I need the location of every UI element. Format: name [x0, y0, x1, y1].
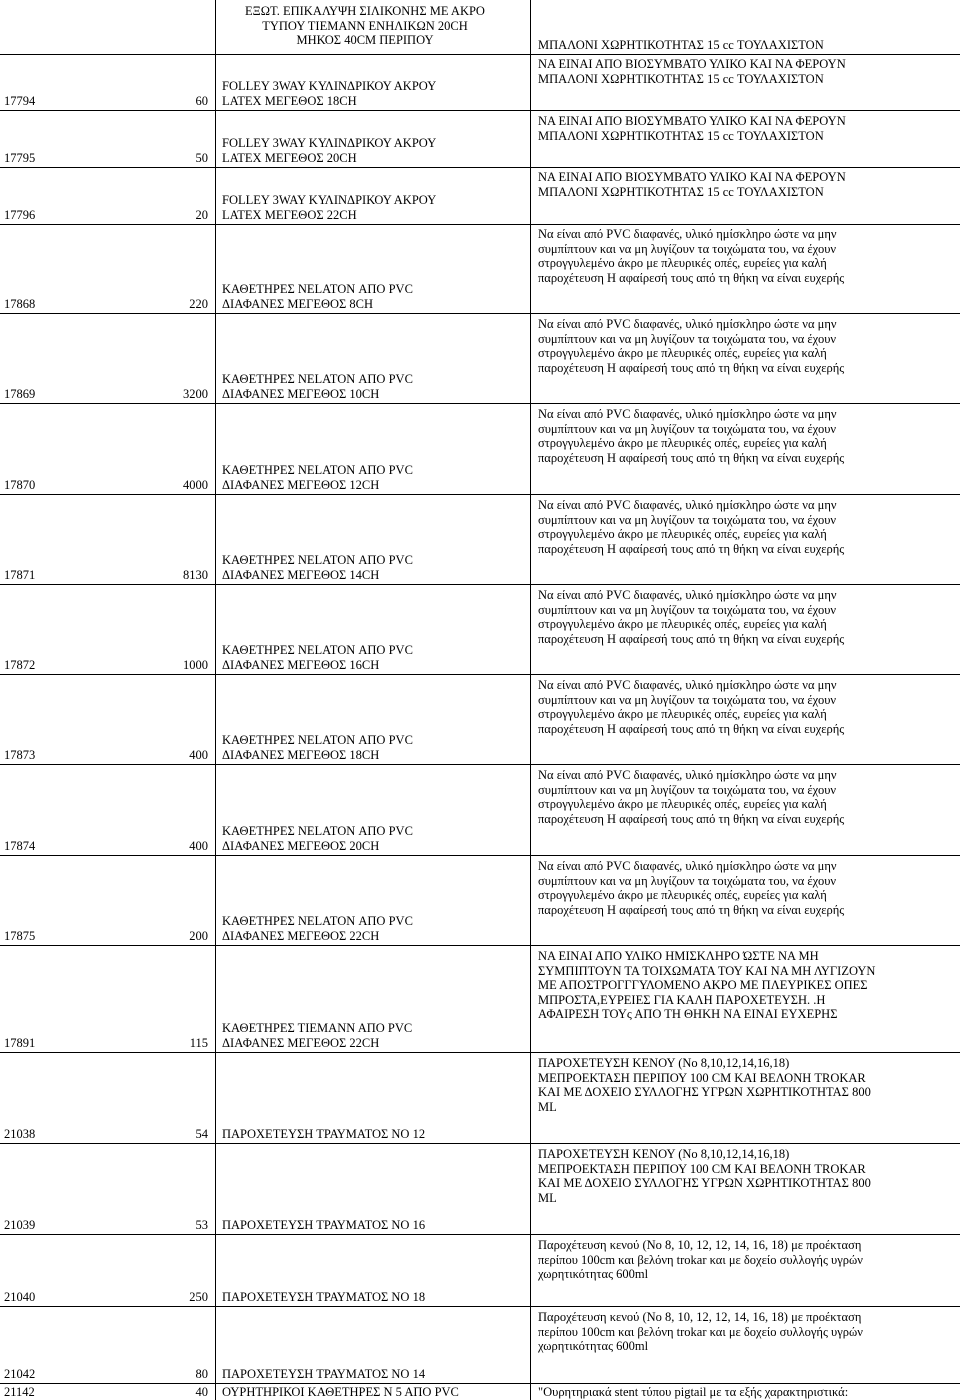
item-code: 21038: [4, 1127, 36, 1141]
item-description: ΠΑΡΟΧΕΤΕΥΣΗ ΤΡΑΥΜΑΤΟΣ ΝΟ 16: [222, 1218, 426, 1232]
item-quantity: 200: [189, 929, 208, 943]
item-code: 17873: [4, 748, 36, 762]
item-quantity: 50: [195, 151, 208, 165]
item-code: 17870: [4, 478, 36, 492]
row-divider: [0, 764, 960, 765]
row-divider: [0, 1306, 960, 1307]
item-code: 17871: [4, 568, 36, 582]
row-divider: [0, 945, 960, 946]
row-divider: [0, 1234, 960, 1235]
item-description: ΟΥΡΗΤΗΡΙΚΟΙ ΚΑΘΕΤΗΡΕΣ Ν 5 ΑΠΟ PVC: [222, 1385, 459, 1399]
item-quantity: 220: [189, 297, 208, 311]
row-divider: [0, 110, 960, 111]
item-specification: ΠΑΡΟΧΕΤΕΥΣΗ ΚΕΝΟΥ (Νο 8,10,12,14,16,18) ΜΕΠΡΟΕΚΤΑΣΗ ΠΕΡΙΠΟΥ 100 CM ΚΑΙ ΒΕΛΟΝΗ TROKAR ΚΑΙ ΜΕ ΔΟΧΕΙΟ ΣΥΛΛΟΓΗΣ ΥΓΡΩΝ ΧΩΡΗΤΙΚΟΤΗΤΑΣ 800 ML: [538, 1147, 871, 1205]
item-code: 17875: [4, 929, 36, 943]
item-description: ΚΑΘΕΤΗΡΕΣ NELATON ΑΠΟ PVC ΔΙΑΦΑΝΕΣ ΜΕΓΕΘΟΣ 18CH: [222, 733, 413, 762]
item-specification: "Ουρητηριακά stent τύπου pigtail με τα εξής χαρακτηριστικά:: [538, 1385, 849, 1399]
item-description: ΚΑΘΕΤΗΡΕΣ NELATON ΑΠΟ PVC ΔΙΑΦΑΝΕΣ ΜΕΓΕΘΟΣ 14CH: [222, 553, 413, 582]
item-quantity: 40: [195, 1385, 208, 1399]
row-divider: [0, 1383, 960, 1384]
item-specification: Παροχέτευση κενού (Νο 8, 10, 12, 12, 14, 16, 18) με προέκταση περίπου 100cm και βελόνη trokar και με δοχείο συλλογής υγρών χωρητικότητας 600ml: [538, 1238, 863, 1281]
item-code: 17891: [4, 1036, 36, 1050]
item-description: ΚΑΘΕΤΗΡΕΣ NELATON ΑΠΟ PVC ΔΙΑΦΑΝΕΣ ΜΕΓΕΘΟΣ 20CH: [222, 824, 413, 853]
column-divider: [215, 0, 216, 1400]
row-divider: [0, 403, 960, 404]
item-description: ΚΑΘΕΤΗΡΕΣ NELATON ΑΠΟ PVC ΔΙΑΦΑΝΕΣ ΜΕΓΕΘΟΣ 12CH: [222, 463, 413, 492]
item-description: ΕΞΩΤ. ΕΠΙΚΑΛΥΨΗ ΣΙΛΙΚΟΝΗΣ ΜΕ ΑΚΡΟ ΤΥΠΟΥ ΤΙΕΜΑΝΝ ΕΝΗΛΙΚΩΝ 20CH ΜΗΚΟΣ 40CM ΠΕΡΙΠΟΥ: [245, 4, 485, 47]
item-quantity: 1000: [183, 658, 208, 672]
row-divider: [0, 1052, 960, 1053]
row-divider: [0, 54, 960, 55]
item-quantity: 400: [189, 839, 208, 853]
item-description: ΠΑΡΟΧΕΤΕΥΣΗ ΤΡΑΥΜΑΤΟΣ ΝΟ 14: [222, 1367, 426, 1381]
row-divider: [0, 224, 960, 225]
item-description: FOLLEY 3WAY ΚΥΛΙΝΔΡΙΚΟΥ ΑΚΡΟΥ LATEX ΜΕΓΕΘΟΣ 18CH: [222, 79, 437, 108]
item-description: ΚΑΘΕΤΗΡΕΣ ΤΙΕΜΑΝΝ ΑΠΟ PVC ΔΙΑΦΑΝΕΣ ΜΕΓΕΘΟΣ 22CH: [222, 1021, 413, 1050]
item-specification: ΝΑ ΕΙΝΑΙ ΑΠΟ ΒΙΟΣΥΜΒΑΤΟ ΥΛΙΚΟ ΚΑΙ ΝΑ ΦΕΡΟΥΝ ΜΠΑΛΟΝΙ ΧΩΡΗΤΙΚΟΤΗΤΑΣ 15 cc ΤΟΥΛΑΧΙΣΤΟΝ: [538, 170, 846, 199]
row-divider: [0, 494, 960, 495]
item-quantity: 20: [195, 208, 208, 222]
row-divider: [0, 313, 960, 314]
item-code: 17795: [4, 151, 36, 165]
row-divider: [0, 674, 960, 675]
item-specification: ΠΑΡΟΧΕΤΕΥΣΗ ΚΕΝΟΥ (Νο 8,10,12,14,16,18) ΜΕΠΡΟΕΚΤΑΣΗ ΠΕΡΙΠΟΥ 100 CM ΚΑΙ ΒΕΛΟΝΗ TROKAR ΚΑΙ ΜΕ ΔΟΧΕΙΟ ΣΥΛΛΟΓΗΣ ΥΓΡΩΝ ΧΩΡΗΤΙΚΟΤΗΤΑΣ 800 ML: [538, 1056, 871, 1114]
row-divider: [0, 584, 960, 585]
item-description: ΚΑΘΕΤΗΡΕΣ NELATON ΑΠΟ PVC ΔΙΑΦΑΝΕΣ ΜΕΓΕΘΟΣ 22CH: [222, 914, 413, 943]
item-specification: ΝΑ ΕΙΝΑΙ ΑΠΟ ΥΛΙΚΟ ΗΜΙΣΚΛΗΡΟ ΏΣΤΕ ΝΑ ΜΗ ΣΥΜΠΙΠΤΟΥΝ ΤΑ ΤΟΙΧΩΜΑΤΑ ΤΟΥ ΚΑΙ ΝΑ ΜΗ ΛΥΓΙΖΟΥΝ ΜΕ ΑΠΟΣΤΡΟΓΓΓΥΛΟΜΕΝΟ ΑΚΡΟ ΜΕ ΠΛΕΥΡΙΚΕΣ ΟΠΕΣ ΜΠΡΟΣΤΑ,ΕΥΡΕΙΕΣ ΓΙΑ ΚΑΛΗ ΠΑΡΟΧΕΤΕΥΣΗ. .Η ΑΦΑΙΡΕΣΗ ΤΟΥς ΑΠΟ ΤΗ ΘΗΚΗ ΝΑ ΕΙΝΑΙ ΕΥΧΕΡΗΣ: [538, 949, 876, 1021]
item-description: ΚΑΘΕΤΗΡΕΣ NELATON ΑΠΟ PVC ΔΙΑΦΑΝΕΣ ΜΕΓΕΘΟΣ 16CH: [222, 643, 413, 672]
item-description: ΠΑΡΟΧΕΤΕΥΣΗ ΤΡΑΥΜΑΤΟΣ ΝΟ 12: [222, 1127, 426, 1141]
item-quantity: 8130: [183, 568, 208, 582]
item-specification: Να είναι από PVC διαφανές, υλικό ημίσκληρο ώστε να μην συμπίπτουν και να μη λυγίζουν τα τοιχώματα του, να έχουν στρογγυλεμένο άκρο με πλευρικές οπές, ευρείες για καλή παροχέτευση Η αφαίρεσή τους από τη θήκη να είναι ευχερής: [538, 227, 845, 285]
column-divider: [530, 0, 531, 1400]
item-code: 17794: [4, 94, 36, 108]
item-quantity: 60: [195, 94, 208, 108]
item-specification: ΝΑ ΕΙΝΑΙ ΑΠΟ ΒΙΟΣΥΜΒΑΤΟ ΥΛΙΚΟ ΚΑΙ ΝΑ ΦΕΡΟΥΝ ΜΠΑΛΟΝΙ ΧΩΡΗΤΙΚΟΤΗΤΑΣ 15 cc ΤΟΥΛΑΧΙΣΤΟΝ: [538, 57, 846, 86]
item-quantity: 53: [195, 1218, 208, 1232]
item-specification: Να είναι από PVC διαφανές, υλικό ημίσκληρο ώστε να μην συμπίπτουν και να μη λυγίζουν τα τοιχώματα του, να έχουν στρογγυλεμένο άκρο με πλευρικές οπές, ευρείες για καλή παροχέτευση Η αφαίρεσή τους από τη θήκη να είναι ευχερής: [538, 407, 845, 465]
item-quantity: 250: [189, 1290, 208, 1304]
item-quantity: 4000: [183, 478, 208, 492]
item-code: 17869: [4, 387, 36, 401]
item-code: 21042: [4, 1367, 36, 1381]
item-code: 17874: [4, 839, 36, 853]
item-description: FOLLEY 3WAY ΚΥΛΙΝΔΡΙΚΟΥ ΑΚΡΟΥ LATEX ΜΕΓΕΘΟΣ 20CH: [222, 136, 437, 165]
item-code: 21040: [4, 1290, 36, 1304]
item-description: ΚΑΘΕΤΗΡΕΣ NELATON ΑΠΟ PVC ΔΙΑΦΑΝΕΣ ΜΕΓΕΘΟΣ 8CH: [222, 282, 413, 311]
item-quantity: 3200: [183, 387, 208, 401]
item-specification: ΜΠΑΛΟΝΙ ΧΩΡΗΤΙΚΟΤΗΤΑΣ 15 cc ΤΟΥΛΑΧΙΣΤΟΝ: [538, 38, 824, 52]
item-specification: Να είναι από PVC διαφανές, υλικό ημίσκληρο ώστε να μην συμπίπτουν και να μη λυγίζουν τα τοιχώματα του, να έχουν στρογγυλεμένο άκρο με πλευρικές οπές, ευρείες για καλή παροχέτευση Η αφαίρεσή τους από τη θήκη να είναι ευχερής: [538, 678, 845, 736]
item-specification: Να είναι από PVC διαφανές, υλικό ημίσκληρο ώστε να μην συμπίπτουν και να μη λυγίζουν τα τοιχώματα του, να έχουν στρογγυλεμένο άκρο με πλευρικές οπές, ευρείες για καλή παροχέτευση Η αφαίρεσή τους από τη θήκη να είναι ευχερής: [538, 588, 845, 646]
item-code: 17872: [4, 658, 36, 672]
row-divider: [0, 855, 960, 856]
item-specification: Να είναι από PVC διαφανές, υλικό ημίσκληρο ώστε να μην συμπίπτουν και να μη λυγίζουν τα τοιχώματα του, να έχουν στρογγυλεμένο άκρο με πλευρικές οπές, ευρείες για καλή παροχέτευση Η αφαίρεσή τους από τη θήκη να είναι ευχερής: [538, 768, 845, 826]
item-specification: Να είναι από PVC διαφανές, υλικό ημίσκληρο ώστε να μην συμπίπτουν και να μη λυγίζουν τα τοιχώματα του, να έχουν στρογγυλεμένο άκρο με πλευρικές οπές, ευρείες για καλή παροχέτευση Η αφαίρεσή τους από τη θήκη να είναι ευχερής: [538, 859, 845, 917]
item-code: 21039: [4, 1218, 36, 1232]
item-specification: Να είναι από PVC διαφανές, υλικό ημίσκληρο ώστε να μην συμπίπτουν και να μη λυγίζουν τα τοιχώματα του, να έχουν στρογγυλεμένο άκρο με πλευρικές οπές, ευρείες για καλή παροχέτευση Η αφαίρεσή τους από τη θήκη να είναι ευχερής: [538, 498, 845, 556]
item-description: ΠΑΡΟΧΕΤΕΥΣΗ ΤΡΑΥΜΑΤΟΣ ΝΟ 18: [222, 1290, 426, 1304]
item-description: ΚΑΘΕΤΗΡΕΣ NELATON ΑΠΟ PVC ΔΙΑΦΑΝΕΣ ΜΕΓΕΘΟΣ 10CH: [222, 372, 413, 401]
item-code: 17868: [4, 297, 36, 311]
item-quantity: 115: [189, 1036, 208, 1050]
item-quantity: 54: [195, 1127, 208, 1141]
item-specification: Παροχέτευση κενού (Νο 8, 10, 12, 12, 14, 16, 18) με προέκταση περίπου 100cm και βελόνη trokar και με δοχείο συλλογής υγρών χωρητικότητας 600ml: [538, 1310, 863, 1353]
row-divider: [0, 167, 960, 168]
item-specification: Να είναι από PVC διαφανές, υλικό ημίσκληρο ώστε να μην συμπίπτουν και να μη λυγίζουν τα τοιχώματα του, να έχουν στρογγυλεμένο άκρο με πλευρικές οπές, ευρείες για καλή παροχέτευση Η αφαίρεσή τους από τη θήκη να είναι ευχερής: [538, 317, 845, 375]
item-quantity: 400: [189, 748, 208, 762]
row-divider: [0, 1143, 960, 1144]
item-specification: ΝΑ ΕΙΝΑΙ ΑΠΟ ΒΙΟΣΥΜΒΑΤΟ ΥΛΙΚΟ ΚΑΙ ΝΑ ΦΕΡΟΥΝ ΜΠΑΛΟΝΙ ΧΩΡΗΤΙΚΟΤΗΤΑΣ 15 cc ΤΟΥΛΑΧΙΣΤΟΝ: [538, 114, 846, 143]
item-code: 17796: [4, 208, 36, 222]
item-description: FOLLEY 3WAY ΚΥΛΙΝΔΡΙΚΟΥ ΑΚΡΟΥ LATEX ΜΕΓΕΘΟΣ 22CH: [222, 193, 437, 222]
item-code: 21142: [4, 1385, 35, 1399]
item-quantity: 80: [195, 1367, 208, 1381]
